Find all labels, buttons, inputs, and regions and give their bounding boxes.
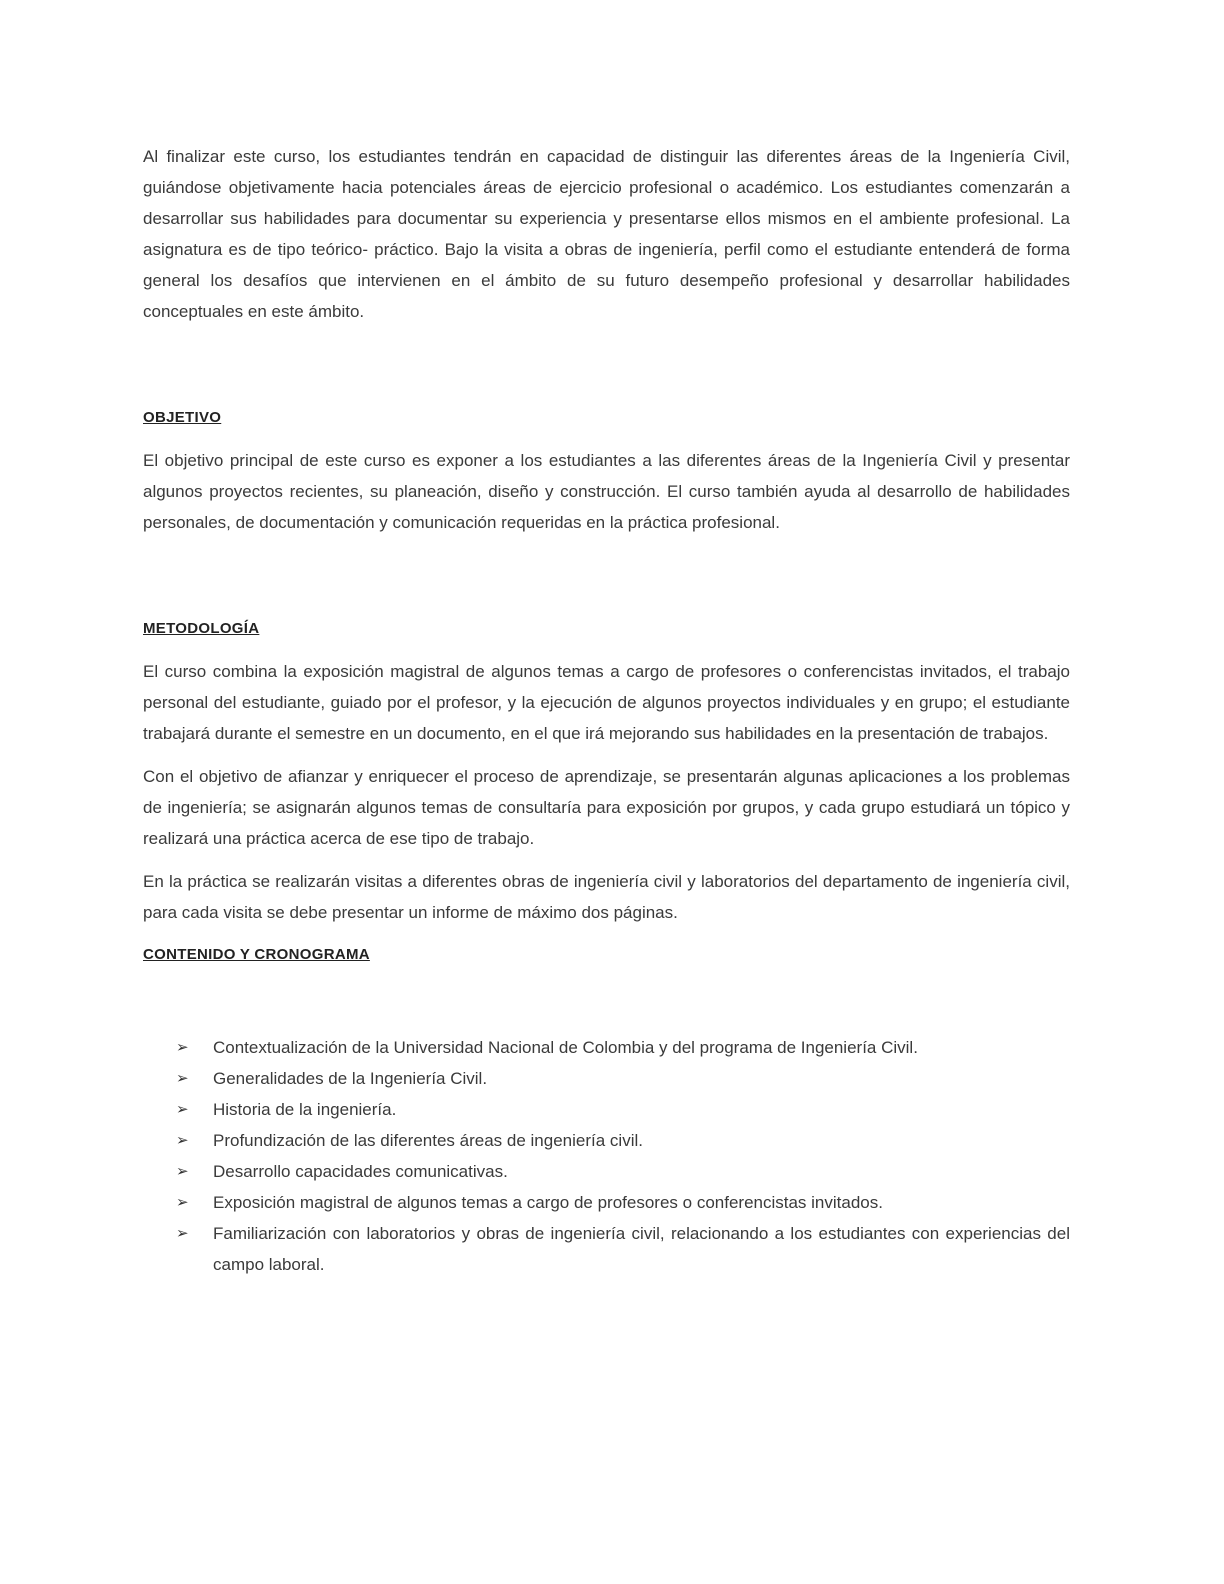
list-item-text: Familiarización con laboratorios y obras de ingeniería civil, relacionando a los estudiantes con experiencias del campo laboral.: [213, 1224, 1070, 1274]
metodologia-paragraph-1: El curso combina la exposición magistral de algunos temas a cargo de profesores o conferencistas invitados, el trabajo personal del estudiante, guiado por el profesor, y la ejecución de algunos proyectos individuales y en grupo; el estudiante trabajará durante el semestre en un documento, en el que irá mejorando sus habilidades en la presentación de trabajos.: [143, 662, 1070, 743]
list-item-text: Contextualización de la Universidad Nacional de Colombia y del programa de Ingeniería Civil.: [213, 1038, 918, 1057]
list-item-text: Desarrollo capacidades comunicativas.: [213, 1162, 508, 1181]
arrow-bullet-icon: ➢: [176, 1163, 189, 1180]
list-item: [143, 1218, 1070, 1280]
list-item-text: Exposición magistral de algunos temas a cargo de profesores o conferencistas invitados.: [213, 1193, 883, 1212]
objetivo-heading: OBJETIVO: [143, 409, 222, 426]
arrow-bullet-icon: ➢: [176, 1225, 189, 1242]
intro-paragraph: Al finalizar este curso, los estudiantes tendrán en capacidad de distinguir las diferentes áreas de la Ingeniería Civil, guiándose objetivamente hacia potenciales áreas de ejercicio profesional o académico. Los estudiantes comenzarán a desarrollar sus habilidades para documentar su experiencia y presentarse ellos mismos en el ambiente profesional. La asignatura es de tipo teórico- práctico. Bajo la visita a obras de ingeniería, perfil como el estudiante entenderá de forma general los desafíos que intervienen en el ámbito de su futuro desempeño profesional y desarrollar habilidades conceptuales en este ámbito.: [143, 147, 1070, 321]
metodologia-paragraph-3: En la práctica se realizarán visitas a diferentes obras de ingeniería civil y laboratorios del departamento de ingeniería civil, para cada visita se debe presentar un informe de máximo dos páginas.: [143, 872, 1070, 922]
metodologia-heading: METODOLOGÍA: [143, 620, 260, 637]
list-item: [143, 1032, 1070, 1063]
list-item: [143, 1187, 1070, 1218]
list-item-text: Generalidades de la Ingeniería Civil.: [213, 1069, 488, 1088]
list-item-text: Historia de la ingeniería.: [213, 1100, 397, 1119]
arrow-bullet-icon: ➢: [176, 1101, 189, 1118]
metodologia-paragraph-2: Con el objetivo de afianzar y enriquecer el proceso de aprendizaje, se presentarán algunas aplicaciones a los problemas de ingeniería; se asignarán algunos temas de consultaría para exposición por grupos, y cada grupo estudiará un tópico y realizará una práctica acerca de ese tipo de trabajo.: [143, 767, 1070, 848]
document-page: [143, 141, 1070, 1280]
arrow-bullet-icon: ➢: [176, 1039, 189, 1056]
contenido-list: [143, 1032, 1070, 1280]
list-item: [143, 1094, 1070, 1125]
objetivo-paragraph: El objetivo principal de este curso es exponer a los estudiantes a las diferentes áreas de la Ingeniería Civil y presentar algunos proyectos recientes, su planeación, diseño y construcción. El curso también ayuda al desarrollo de habilidades personales, de documentación y comunicación requeridas en la práctica profesional.: [143, 451, 1070, 532]
arrow-bullet-icon: ➢: [176, 1194, 189, 1211]
arrow-bullet-icon: ➢: [176, 1132, 189, 1149]
contenido-heading: CONTENIDO Y CRONOGRAMA: [143, 946, 370, 963]
arrow-bullet-icon: ➢: [176, 1070, 189, 1087]
list-item: [143, 1156, 1070, 1187]
list-item: [143, 1063, 1070, 1094]
list-item-text: Profundización de las diferentes áreas de ingeniería civil.: [213, 1131, 643, 1150]
list-item: [143, 1125, 1070, 1156]
